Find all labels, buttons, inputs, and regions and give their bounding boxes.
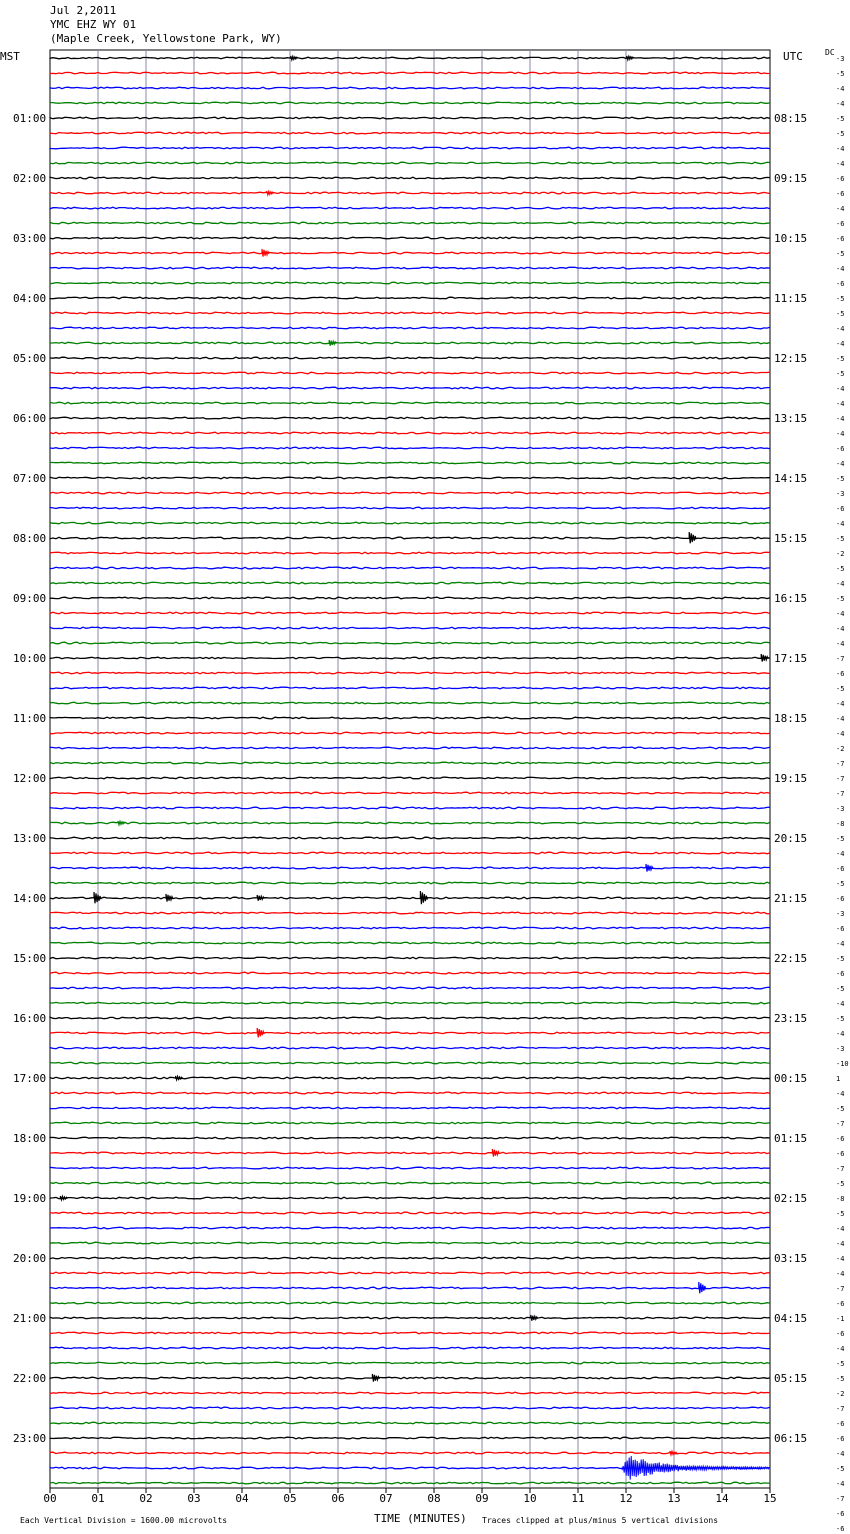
seismic-trace <box>50 612 770 614</box>
seismic-event <box>262 249 269 257</box>
x-tick-label: 06 <box>331 1492 345 1505</box>
seismic-trace <box>50 1002 770 1004</box>
dc-offset-value: -4 <box>836 1090 845 1098</box>
dc-offset-value: -4 <box>836 580 845 588</box>
seismic-event <box>329 340 336 346</box>
seismic-trace <box>50 597 770 599</box>
dc-offset-value: -2 <box>836 1390 845 1398</box>
dc-offset-value: -6 <box>836 190 845 198</box>
seismic-trace <box>50 57 770 59</box>
dc-offset-value: -4 <box>836 940 845 948</box>
left-hour-label: 09:00 <box>13 592 47 605</box>
seismic-event <box>257 895 264 901</box>
dc-offset-value: -4 <box>836 400 845 408</box>
seismic-trace <box>50 717 770 719</box>
dc-offset-value: -4 <box>836 610 845 618</box>
seismic-event <box>372 1374 379 1382</box>
dc-offset-value: -5 <box>836 1375 845 1383</box>
seismic-trace <box>50 1212 770 1214</box>
dc-offset-value: -4 <box>836 160 845 168</box>
seismic-trace <box>50 867 770 869</box>
seismic-trace <box>50 1047 770 1049</box>
seismic-trace <box>50 537 770 539</box>
dc-offset-value: -6 <box>836 1330 845 1338</box>
dc-offset-value: -4 <box>836 205 845 213</box>
seismic-trace <box>50 1227 770 1229</box>
seismic-trace <box>50 522 770 524</box>
seismic-trace <box>50 1347 770 1349</box>
right-timezone-label: UTC <box>783 50 803 63</box>
seismic-trace <box>50 177 770 179</box>
x-tick-label: 01 <box>91 1492 105 1505</box>
dc-offset-value: -4 <box>836 730 845 738</box>
seismic-trace <box>50 1362 770 1364</box>
dc-offset-value: -6 <box>836 505 845 513</box>
dc-offset-value: -8 <box>836 820 845 828</box>
right-hour-label: 21:15 <box>774 892 808 905</box>
seismic-trace <box>50 657 770 659</box>
seismic-trace <box>50 822 770 824</box>
plot-date: Jul 2,2011 <box>50 4 117 17</box>
dc-offset-value: -7 <box>836 655 845 663</box>
seismic-trace <box>50 957 770 959</box>
dc-offset-value: -4 <box>836 1345 845 1353</box>
seismic-trace <box>50 1122 770 1124</box>
x-tick-label: 12 <box>619 1492 633 1505</box>
seismic-trace <box>50 582 770 584</box>
seismic-trace <box>50 642 770 644</box>
seismic-trace <box>50 312 770 314</box>
right-hour-label: 01:15 <box>774 1132 808 1145</box>
seismic-trace <box>50 927 770 929</box>
dc-offset-value: -5 <box>836 1360 845 1368</box>
dc-offset-value: -4 <box>836 340 845 348</box>
seismic-event <box>118 821 125 825</box>
left-hour-label: 20:00 <box>13 1252 47 1265</box>
dc-offset-value: 1 <box>836 1075 841 1083</box>
right-hour-label: 10:15 <box>774 232 808 245</box>
dc-offset-value: -5 <box>836 475 845 483</box>
dc-offset-value: -7 <box>836 1495 845 1503</box>
seismic-trace <box>50 897 770 899</box>
seismic-trace <box>50 72 770 74</box>
dc-offset-value: -4 <box>836 100 845 108</box>
left-hour-label: 18:00 <box>13 1132 47 1145</box>
seismic-trace <box>50 462 770 464</box>
seismic-event <box>531 1315 538 1321</box>
seismic-trace <box>50 687 770 689</box>
left-hour-label: 05:00 <box>13 352 47 365</box>
right-hour-label: 14:15 <box>774 472 808 485</box>
seismic-trace <box>50 792 770 794</box>
earthquake-signal <box>621 1456 769 1480</box>
seismic-trace <box>50 987 770 989</box>
seismic-event <box>291 56 298 60</box>
right-hour-label: 13:15 <box>774 412 808 425</box>
seismic-trace <box>50 1092 770 1094</box>
dc-offset-value: -5 <box>836 370 845 378</box>
dc-offset-value: -4 <box>836 265 845 273</box>
dc-offset-value: -8 <box>836 1195 845 1203</box>
seismic-trace <box>50 1152 770 1154</box>
seismic-trace <box>50 1107 770 1109</box>
seismic-trace <box>50 297 770 299</box>
dc-offset-value: -10 <box>836 1060 849 1068</box>
seismic-trace <box>50 777 770 779</box>
seismic-trace <box>50 357 770 359</box>
right-hour-label: 18:15 <box>774 712 808 725</box>
right-hour-label: 04:15 <box>774 1312 808 1325</box>
dc-offset-value: -5 <box>836 565 845 573</box>
left-hour-label: 14:00 <box>13 892 47 905</box>
dc-offset-value: -6 <box>836 925 845 933</box>
seismic-trace <box>50 372 770 374</box>
x-tick-label: 14 <box>715 1492 729 1505</box>
dc-offset-value: -5 <box>836 835 845 843</box>
seismic-trace <box>50 387 770 389</box>
seismic-trace <box>50 147 770 149</box>
x-tick-label: 13 <box>667 1492 681 1505</box>
right-hour-label: 20:15 <box>774 832 808 845</box>
right-hour-label: 16:15 <box>774 592 808 605</box>
dc-offset-value: -6 <box>836 970 845 978</box>
dc-offset-value: -2 <box>836 745 845 753</box>
dc-offset-value: -4 <box>836 430 845 438</box>
x-tick-label: 11 <box>571 1492 585 1505</box>
seismic-event <box>176 1076 183 1080</box>
dc-offset-value: -7 <box>836 760 845 768</box>
dc-offset-value: -6 <box>836 235 845 243</box>
seismic-trace <box>50 1317 770 1319</box>
seismic-trace <box>50 282 770 284</box>
seismic-trace <box>50 837 770 839</box>
seismic-trace <box>50 222 770 224</box>
seismic-event <box>420 891 427 904</box>
seismic-event <box>257 1028 264 1037</box>
x-tick-label: 07 <box>379 1492 393 1505</box>
dc-offset-value: -3 <box>836 490 845 498</box>
dc-offset-header: DC <box>825 48 835 57</box>
seismic-trace <box>50 1272 770 1274</box>
station-code: YMC EHZ WY 01 <box>50 18 137 31</box>
dc-offset-value: -5 <box>836 595 845 603</box>
seismic-trace <box>50 552 770 554</box>
seismic-trace <box>50 402 770 404</box>
seismic-event <box>761 654 768 662</box>
seismic-trace <box>50 702 770 704</box>
dc-offset-value: -6 <box>836 1420 845 1428</box>
left-hour-label: 15:00 <box>13 952 47 965</box>
seismic-trace <box>50 1182 770 1184</box>
dc-offset-value: -4 <box>836 700 845 708</box>
dc-offset-value: -5 <box>836 685 845 693</box>
station-location: (Maple Creek, Yellowstone Park, WY) <box>50 32 282 45</box>
seismic-trace <box>50 627 770 629</box>
dc-offset-value: -6 <box>836 1435 845 1443</box>
dc-offset-value: -6 <box>836 1525 845 1533</box>
seismic-trace <box>50 492 770 494</box>
dc-offset-value: -5 <box>836 1210 845 1218</box>
left-timezone-label: MST <box>0 50 20 63</box>
left-hour-label: 23:00 <box>13 1432 47 1445</box>
right-hour-label: 17:15 <box>774 652 808 665</box>
seismic-trace <box>50 507 770 509</box>
dc-offset-value: -4 <box>836 1240 845 1248</box>
right-hour-label: 02:15 <box>774 1192 808 1205</box>
dc-offset-value: -6 <box>836 445 845 453</box>
dc-offset-value: -4 <box>836 385 845 393</box>
seismic-trace <box>50 1452 770 1454</box>
seismic-trace <box>50 1242 770 1244</box>
seismic-trace <box>50 252 770 254</box>
dc-offset-value: -7 <box>836 1285 845 1293</box>
seismic-trace <box>50 342 770 344</box>
dc-offset-value: -5 <box>836 250 845 258</box>
left-hour-label: 08:00 <box>13 532 47 545</box>
seismic-trace <box>50 1077 770 1079</box>
dc-offset-value: -4 <box>836 1255 845 1263</box>
seismic-event <box>646 864 653 872</box>
dc-offset-value: -5 <box>836 355 845 363</box>
seismic-event <box>699 1282 706 1293</box>
dc-offset-value: -5 <box>836 1105 845 1113</box>
right-hour-label: 22:15 <box>774 952 808 965</box>
seismic-trace <box>50 1437 770 1439</box>
right-hour-label: 06:15 <box>774 1432 808 1445</box>
right-hour-label: 08:15 <box>774 112 808 125</box>
right-hour-label: 05:15 <box>774 1372 808 1385</box>
seismic-trace <box>50 1197 770 1199</box>
seismic-trace <box>50 1302 770 1304</box>
dc-offset-value: -4 <box>836 415 845 423</box>
dc-offset-value: -4 <box>836 850 845 858</box>
dc-offset-value: -5 <box>836 70 845 78</box>
left-hour-label: 10:00 <box>13 652 47 665</box>
seismic-trace <box>50 762 770 764</box>
seismic-trace <box>50 732 770 734</box>
right-hour-label: 15:15 <box>774 532 808 545</box>
seismic-event <box>166 894 173 902</box>
dc-offset-value: -6 <box>836 1135 845 1143</box>
right-hour-label: 23:15 <box>774 1012 808 1025</box>
dc-offset-value: -5 <box>836 535 845 543</box>
dc-offset-value: -4 <box>836 640 845 648</box>
seismic-trace <box>50 1392 770 1394</box>
seismic-trace <box>50 807 770 809</box>
right-hour-label: 00:15 <box>774 1072 808 1085</box>
left-hour-label: 12:00 <box>13 772 47 785</box>
dc-offset-value: -7 <box>836 790 845 798</box>
right-hour-label: 03:15 <box>774 1252 808 1265</box>
seismic-event <box>689 532 696 543</box>
left-hour-label: 04:00 <box>13 292 47 305</box>
seismic-trace <box>50 102 770 104</box>
seismic-trace <box>50 672 770 674</box>
dc-offset-value: -6 <box>836 895 845 903</box>
seismic-trace <box>50 432 770 434</box>
seismic-trace <box>50 747 770 749</box>
dc-offset-value: -3 <box>836 910 845 918</box>
seismic-trace <box>50 327 770 329</box>
left-hour-label: 07:00 <box>13 472 47 485</box>
dc-offset-value: -5 <box>836 310 845 318</box>
dc-offset-value: -4 <box>836 1030 845 1038</box>
dc-offset-value: -5 <box>836 1465 845 1473</box>
dc-offset-value: -6 <box>836 220 845 228</box>
dc-offset-value: -7 <box>836 1120 845 1128</box>
seismic-trace <box>50 1062 770 1064</box>
right-hour-label: 11:15 <box>774 292 808 305</box>
seismic-trace <box>50 1167 770 1169</box>
left-hour-label: 03:00 <box>13 232 47 245</box>
x-tick-label: 04 <box>235 1492 249 1505</box>
left-hour-label: 06:00 <box>13 412 47 425</box>
seismic-trace <box>50 912 770 914</box>
dc-offset-value: -4 <box>836 85 845 93</box>
seismic-trace <box>50 1407 770 1409</box>
seismic-trace <box>50 87 770 89</box>
x-tick-label: 05 <box>283 1492 297 1505</box>
left-hour-label: 17:00 <box>13 1072 47 1085</box>
dc-offset-value: -6 <box>836 175 845 183</box>
x-tick-label: 00 <box>43 1492 57 1505</box>
dc-offset-value: -7 <box>836 775 845 783</box>
seismic-trace <box>50 972 770 974</box>
seismic-trace <box>50 852 770 854</box>
left-hour-label: 16:00 <box>13 1012 47 1025</box>
dc-offset-value: -4 <box>836 1225 845 1233</box>
seismic-trace <box>50 267 770 269</box>
seismic-trace <box>50 1137 770 1139</box>
dc-offset-value: -5 <box>836 1180 845 1188</box>
dc-offset-value: -4 <box>836 1480 845 1488</box>
dc-offset-value: -6 <box>836 1150 845 1158</box>
dc-offset-value: -5 <box>836 130 845 138</box>
dc-offset-value: -4 <box>836 1000 845 1008</box>
x-tick-label: 02 <box>139 1492 153 1505</box>
seismic-trace <box>50 1332 770 1334</box>
left-hour-label: 19:00 <box>13 1192 47 1205</box>
left-hour-label: 21:00 <box>13 1312 47 1325</box>
dc-offset-value: -3 <box>836 1045 845 1053</box>
right-hour-label: 19:15 <box>774 772 808 785</box>
seismic-event <box>670 1451 677 1455</box>
seismic-trace <box>50 477 770 479</box>
seismic-trace <box>50 192 770 194</box>
dc-offset-value: -6 <box>836 670 845 678</box>
clipping-note: Traces clipped at plus/minus 5 vertical divisions <box>482 1516 719 1525</box>
seismic-trace <box>50 1257 770 1259</box>
dc-offset-value: -4 <box>836 625 845 633</box>
seismic-trace <box>50 1287 770 1289</box>
seismic-trace <box>50 237 770 239</box>
dc-offset-value: -4 <box>836 715 845 723</box>
dc-offset-value: -3 <box>836 805 845 813</box>
seismic-trace <box>50 162 770 164</box>
dc-offset-value: -7 <box>836 1165 845 1173</box>
left-hour-label: 13:00 <box>13 832 47 845</box>
dc-offset-value: -4 <box>836 145 845 153</box>
seismic-trace <box>50 1482 770 1484</box>
seismic-trace <box>50 417 770 419</box>
x-tick-label: 15 <box>763 1492 777 1505</box>
seismic-trace <box>50 942 770 944</box>
dc-offset-value: -4 <box>836 460 845 468</box>
seismic-trace <box>50 207 770 209</box>
dc-offset-value: -5 <box>836 115 845 123</box>
dc-offset-value: -6 <box>836 1510 845 1518</box>
seismic-trace <box>50 1017 770 1019</box>
dc-offset-value: -1 <box>836 1315 845 1323</box>
seismic-trace <box>50 567 770 569</box>
seismic-event <box>60 1196 67 1200</box>
x-axis-title: TIME (MINUTES) <box>374 1512 467 1525</box>
seismic-event <box>627 56 634 60</box>
dc-offset-value: -5 <box>836 880 845 888</box>
x-tick-label: 09 <box>475 1492 489 1505</box>
seismic-event <box>267 191 274 195</box>
vertical-division-note: Each Vertical Division = 1600.00 microvolts <box>20 1516 228 1525</box>
dc-offset-value: -7 <box>836 1405 845 1413</box>
left-hour-label: 02:00 <box>13 172 47 185</box>
left-hour-label: 11:00 <box>13 712 47 725</box>
dc-offset-value: -5 <box>836 985 845 993</box>
seismic-trace <box>50 117 770 119</box>
dc-offset-value: -6 <box>836 1300 845 1308</box>
dc-offset-value: -4 <box>836 325 845 333</box>
left-hour-label: 01:00 <box>13 112 47 125</box>
x-tick-label: 08 <box>427 1492 441 1505</box>
dc-offset-value: -3 <box>836 55 845 63</box>
x-tick-label: 03 <box>187 1492 201 1505</box>
x-tick-label: 10 <box>523 1492 537 1505</box>
dc-offset-value: -6 <box>836 865 845 873</box>
seismic-trace <box>50 1422 770 1424</box>
right-hour-label: 09:15 <box>774 172 808 185</box>
dc-offset-value: -2 <box>836 550 845 558</box>
dc-offset-value: -6 <box>836 280 845 288</box>
dc-offset-value: -5 <box>836 955 845 963</box>
seismic-trace <box>50 882 770 884</box>
dc-offset-value: -4 <box>836 1450 845 1458</box>
dc-offset-value: -5 <box>836 1015 845 1023</box>
seismic-trace <box>50 447 770 449</box>
right-hour-label: 12:15 <box>774 352 808 365</box>
dc-offset-value: -4 <box>836 1270 845 1278</box>
seismic-trace <box>50 1377 770 1379</box>
seismic-trace <box>50 1032 770 1034</box>
seismic-event <box>492 1149 499 1157</box>
seismic-trace <box>50 132 770 134</box>
left-hour-label: 22:00 <box>13 1372 47 1385</box>
dc-offset-value: -4 <box>836 520 845 528</box>
dc-offset-value: -5 <box>836 295 845 303</box>
